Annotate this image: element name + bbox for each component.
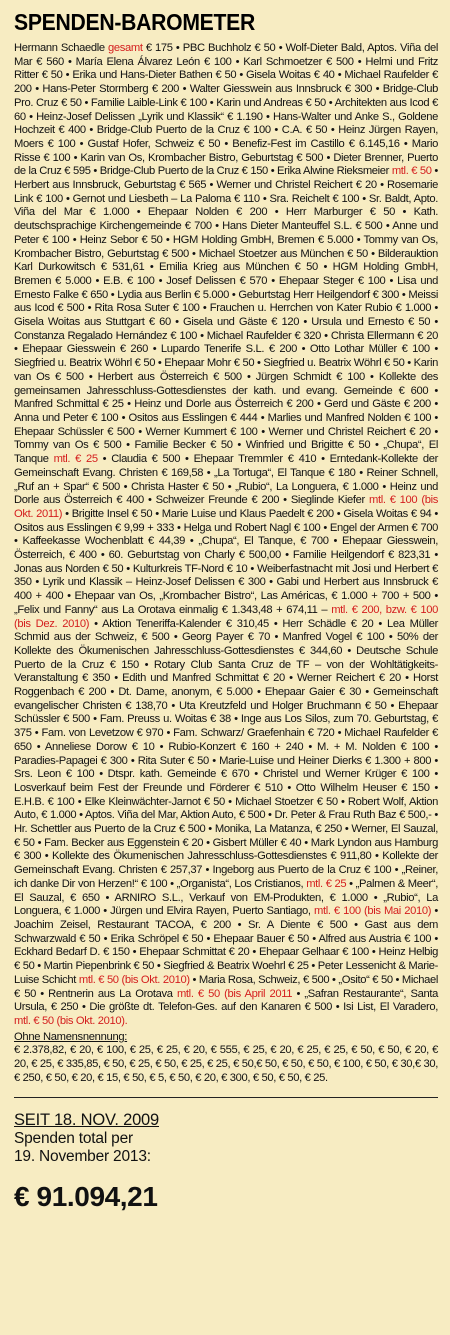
donation-note-highlight: mtl. € 50 (bis April 2011 xyxy=(176,987,293,1000)
donation-segment: • Aktion Teneriffa-Kalender € 310,45 • Herr Schädle € 20 • Lea Müller Schmid aus der Schweiz, € 500 • Georg Payer € 70 • Manfred Vogel € 100 • 50% der Kollekte des Ökumenischen Jahresschluss-Gottesdienstes € 344,60 • Deutsche Schule Puerto de la Cruz € 150 • Rotary Club Santa Cruz de TF – von der Wohltätigkeits-Veranstaltung € 350 • Edith und Manfred Schmittat € 20 • Werner Reichert € 20 • Horst Roggenbach € 200 • Dt. Dame, anonym, € 5.000 • Ehepaar Gaier € 30 • Gemeinschaft evangelischer Christen € 138,70 • Uta Kreutzfeld und Holger Bruchmann € 50 • Ehepaar Schüssler € 500 • Fam. Preuss u. Woitas € 38 • Inge aus Los Silos, zum 70. Geburtstag, € 375 • Fam. von Levetzow € 970 • Fam. Schwarz/ Graefenhain € 720 • Michael Raufelder € 650 • Anneliese Dorow € 10 • Rubio-Konzert € 160 + 240 • M. + M. Nolden € 100 • Paradies-Papagei € 300 • Rita Suter € 50 • Marie-Luise und Heiner Dierks € 1.300 + 800 • Srs. Leon € 100 • Dtspr. kath. Gemeinde € 670 • Christel und Werner Krüger € 100 • Losverkauf beim Fest der Freunde und Förderer € 510 • Otto Wilhelm Heuser € 150 • E.H.B. € 100 • Elke Kleinwächter-Jarnot € 50 • Michael Stoetzer € 50 • Robert Wolf, Aktion Auto, € 1.000 • Aptos. Viña del Mar, Aktion Auto, € 500 • Dr. Peter & Frau Ruth Baz € 500,- • Hr. Schettler aus Puerto de la Cruz € 500 • Monika, La Matanza, € 250 • Werner, El Sauzal, € 50 • Fam. Becker aus Eggenstein € 20 • Gisbert Müller € 40 • Mark Lyndon aus Hamburg € 300 • Kollekte des Ökumenischen Jahresschluss-Gottesdienstes € 911,80 • Kollekte der Gemeinschaft Evang. Christen € 257,37 • Ingeborg aus Puerto de la Cruz € 100 • „Reiner, ich danke Dir von Herzen!“ € 100 • „Organista“, Los Cristianos, xyxy=(14,617,438,890)
total-label-line1: Spenden total per xyxy=(14,1130,133,1148)
donation-note-highlight: mtl. € 50 xyxy=(391,165,432,178)
donation-segment: • Claudia € 500 • Ehepaar Tremmler € 410 • Erntedank-Kollekte der Gemeinschaft Evang. Christen € 169,58 • „La Tortuga“, El Tanque € 180 • Reiner Schnell, „Ruf an + Spar“ € 500 • Christa Haster € 50 • „Rubio“, La Longuera, € 1.000 • Heinz und Dorle aus Österreich € 400 • Schweizer Freunde € 200 • Sieglinde Kiefer xyxy=(14,453,438,507)
donation-segment: • Joachim Zeisel, Restaurant TACOA, € 200 • Sr. A Diente € 500 • Gast aus dem Schwarzwald € 50 • Erika Schröpel € 50 • Ehepaar Bauer € 50 • Alfred aus Austria € 100 • Eckhard Bedarf D. € 150 • Ehepaar Schmittat € 20 • Ehepaar Gelhaar € 100 • Heinz Helbig € 50 • Martin Piepenbrink € 50 • Siegfried & Beatrix Woehrl € 25 • Peter Lessenicht & Marie-Luise Schicht xyxy=(14,905,439,986)
donation-segment: • Brigitte Insel € 50 • Marie Luise und Klaus Paedelt € 200 • Gisela Woitas € 94 • Ositos aus Esslingen € 9,99 + 333 • Helga und Robert Nagl € 100 • Engel der Armen € 700 • Kaffeekasse Wochenblatt € 44,39 • „Chupa“, El Tanque, € 700 • Ehepaar Giesswein, Österreich, € 400 • 60. Geburtstag von Charly € 500,00 • Familie Heilgendorf € 823,31 • Jonas aus Norden € 50 • Kulturkreis TF-Nord € 10 • Weiberfastnacht mit Josi und Herbert € 350 • Lyrik und Klassik – Heinz-Josef Delissen € 300 • Gabi und Herbert aus Innsbruck € 400 + 400 • Ehepaar van Os, „Krombacher Bistro“, Las Américas, € 1.000 + 700 + 500 • „Felix und Fanny“ aus La Orotava einmalig € 1.343,48 + 674,11 – xyxy=(14,507,438,616)
anonymous-heading: Ohne Namensnennung: xyxy=(14,1030,128,1043)
since-date: SEIT 18. NOV. 2009 xyxy=(14,1111,159,1130)
donation-note-highlight: mtl. € 25 xyxy=(53,453,98,466)
donation-note-highlight: mtl. € 100 (bis Okt. 2011) xyxy=(14,494,438,520)
donation-note-highlight: mtl. € 50 (bis Okt. 2010) xyxy=(78,973,190,986)
donation-segment: € 175 • PBC Buchholz € 50 • Wolf-Dieter Bald, Aptos. Viña del Mar € 560 • María Elena Álvarez León € 100 • Karl Schmoetzer € 500 • Helmi und Fritz Ritter € 50 • Erika und Hans-Dieter Bathen € 50 • Gisela Woitas € 40 • Michael Raufelder € 200 • Hans-Peter Stormberg € 200 • Walter Giesswein aus Innsbruck € 300 • Bridge-Club Pro. Cruz € 50 • Familie Laible-Link € 100 • Karin und Andreas € 50 • Architekten aus Icod € 60 • Heinz-Josef Delissen „Lyrik und Klassik“ € 1.190 • Hans-Walter und Anke S., Goldene Hochzeit € 400 • Bridge-Club Puerto de la Cruz € 100 • C.A. € 50 • Heinz Jürgen Rayen, Moers € 100 • Gustaf Hofer, Schweiz € 50 • Benefiz-Fest im Castillo € 6.145,16 • Mario Risse € 100 • Karin van Os, Krombacher Bistro, Geburtstag € 500 • Dieter Brenner, Puerto de la Cruz € 595 • Bridge-Club Puerto de la Cruz € 150 • Erika Alwine Rieksmeier xyxy=(14,42,438,178)
donation-segment: • „Safran Restaurante“, Santa Ursula, € 250 • Die größte dt. Telefon-Ges. auf den Kanaren € 500 • Isi List, El Varadero, xyxy=(14,987,439,1014)
donation-note-highlight: mtl. € 200, bzw. € 100 (bis Dez. 2010) xyxy=(14,603,438,630)
donation-note-highlight: gesamt xyxy=(107,42,143,54)
donation-segment: • „Palmen & Meer“, El Sauzal, € 650 • ARNIRO S.L., Verkauf von EM-Produkten, € 1.000 • „Rubio“, La Longuera, € 1.000 • Jürgen und Elvira Rayen, Puerto Santiago, xyxy=(14,877,438,918)
page-title: SPENDEN-BAROMETER xyxy=(14,9,256,35)
divider xyxy=(14,1097,438,1098)
donation-note-highlight: mtl. € 50 (bis Okt. 2010). xyxy=(14,1014,128,1027)
donation-note-highlight: mtl. € 100 (bis Mai 2010) xyxy=(313,905,432,918)
donations-list xyxy=(14,42,438,1029)
total-label-line2: 19. November 2013: xyxy=(14,1148,151,1166)
donation-note-highlight: mtl. € 25 xyxy=(306,877,347,890)
donation-segment: • Herbert aus Innsbruck, Geburtstag € 565 • Werner und Christel Reichert € 20 • Rosemarie Link € 100 • Gernot und Liesbeth – La Paloma € 110 • Sra. Reichelt € 100 • Sr. Baldt, Apto. Viña del Mar € 1.000 • Ehepaar Nolden € 200 • Herr Marburger € 50 • Kath. deutschsprachige Kirchengemeinde € 700 • Hans Dieter Manteuffel S.L. € 500 • Anne und Peter € 100 • Heinz Sebor € 50 • HGM Holding GmbH, Bremen € 5.000 • Tommy van Os, Krombacher Bistro, Geburtstag € 500 • Michael Stoetzer aus München € 50 • Bilderauktion Karl Durkowitsch € 531,61 • Emilia Krieg aus München € 50 • HGM Holding GmbH, Bremen € 5.000 • E.B. € 100 • Josef Delissen € 570 • Ehepaar Steger € 100 • Lisa und Ernesto Falke € 650 • Lydia aus Berlin € 5.000 • Geburtstag Herr Heilgendorf € 300 • Meissi aus Icod € 500 • Rita Rosa Suter € 100 • Frauchen u. Herrchen von Kater Rubio € 1.000 • Gisela Woitas aus Stuttgart € 60 • Gisela und Gäste € 120 • Ursula und Ernesto € 50 • Constanza Regalado Hernández € 100 • Michael Raufelder € 320 • Christa Ellermann € 20 • Ehepaar Giesswein € 260 • Lupardo Tenerife S.L. € 200 • Otto Lothar Müller € 100 • Siegfried u. Beatrix Wöhrl € 50 • Ehepaar Mohr € 50 • Siegfried u. Beatrix Wöhrl € 50 • Karin van Os € 500 • Herbert aus Österreich € 500 • Jürgen Schmidt € 100 • Kollekte des gemeinsamen Jahresschluss-Gottesdienstes der kath. und evang. Gemeinde € 600 • Manfred Schmittal € 25 • Heinz und Dorle aus Österreich € 200 • Gerd und Gäste € 200 • Anna und Peter € 100 • Ositos aus Esslingen € 444 • Marlies und Manfred Nolden € 100 • Ehepaar Schüssler € 500 • Werner Kummert € 100 • Werner und Christel Reichert € 20 • Tommy van Os € 500 • Familie Becker € 50 • Winfried und Brigitte € 50 • „Chupa“, El Tanque xyxy=(14,165,438,466)
anonymous-donations: € 2.378,82, € 20, € 100, € 25, € 25, € 20, € 555, € 25, € 20, € 25, € 25, € 50, € 50, € 20, € 20, € 25, € 335,85, € 50, € 25, € 50, € 25, € 25, € 50,€ 50, € 50, € 50, € 100, € 50, € 30,€ 30, € 250, € 50, € 20, € 15, € 50, € 5, € 50, € 20, € 300, € 50, € 50, € 25. xyxy=(14,1044,438,1084)
donation-segment: • Maria Rosa, Schweiz, € 500 • „Osito“ € 50 • Michael € 50 • Rentnerin aus La Orotava xyxy=(14,973,438,1000)
donation-segment: Hermann Schaedle xyxy=(14,42,108,54)
total-amount: € 91.094,21 xyxy=(14,1181,158,1213)
